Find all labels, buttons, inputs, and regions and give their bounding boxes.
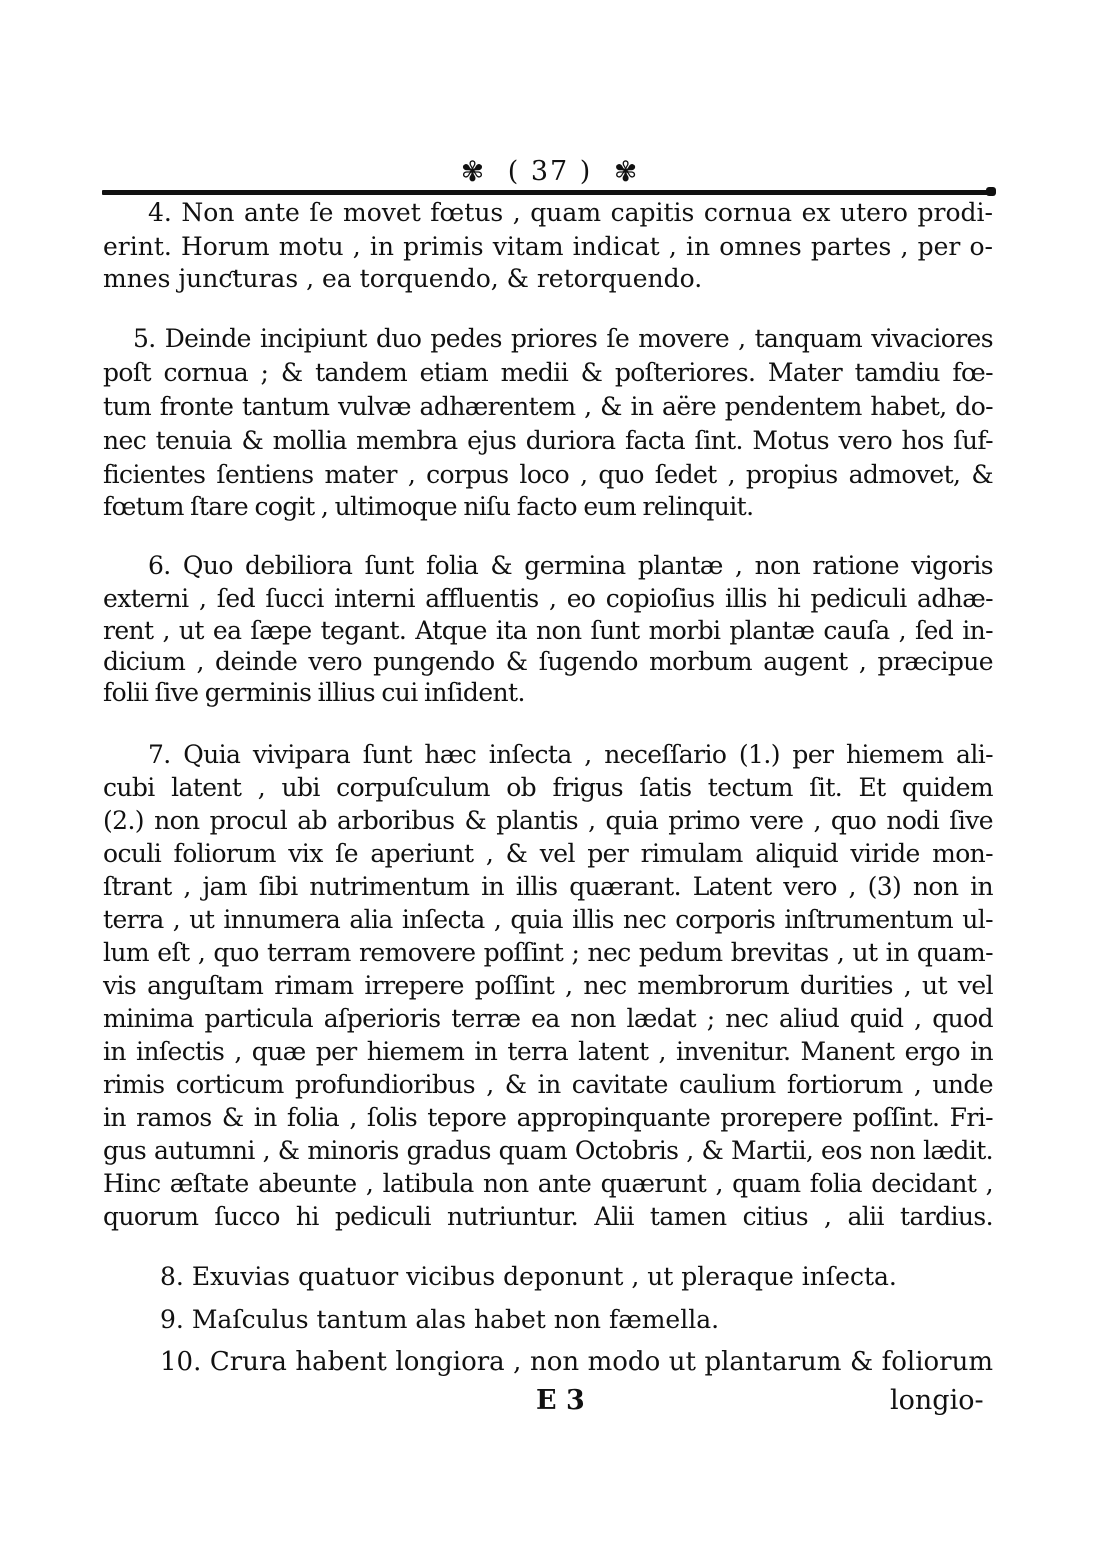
text-line: gus autumni , & minoris gradus quam Octobris , & Martii, eos non lædit. [103,1136,993,1165]
text-line: poſt cornua ; & tandem etiam medii & poſteriores. Mater tamdiu fœ- [103,358,993,387]
text-line: in ramos & in folia , ſolis tepore appropinquante prorepere poſſint. Fri- [103,1103,993,1132]
line-text: Maſculus tantum alas habet non fæmella. [191,1305,720,1334]
page-number: ( 37 ) [507,155,593,187]
text-line: ficientes ſentiens mater , corpus loco , quo ſedet , propius admovet, & [103,460,993,489]
text-line: quorum ſucco hi pediculi nutriuntur. Alii tamen citius , alii tardius. [103,1202,993,1231]
paragraph-number: 10. [160,1347,202,1377]
paragraph-9 [160,1303,993,1337]
line-text: Crura habent longiora , non modo ut plantarum & foliorum [209,1347,994,1377]
paragraph-number: 4. [148,198,172,227]
text-line: dicium , deinde vero pungendo & ſugendo morbum augent , præcipue [103,647,993,676]
paragraph-number: 9. [160,1305,184,1334]
text-line: (2.) non procul ab arboribus & plantis , quia primo vere , quo nodi ſive [103,806,993,835]
text-line: erint. Horum motu , in primis vitam indicat , in omnes partes , per o- [103,232,993,261]
paragraph-number: 5. [133,324,156,353]
text-line: lum eſt , quo terram removere poſſint ; nec pedum brevitas , ut in quam- [103,938,993,967]
fleuron-left-icon: ✾ [460,154,487,188]
paragraph-8 [160,1260,993,1294]
text-line: rent , ut ea ſæpe tegant. Atque ita non ſunt morbi plantæ cauſa , ſed in- [103,616,993,645]
text-line: fœtum ſtare cogit , ultimoque niſu facto eum relinquit. [103,492,754,521]
line-text: Deinde incipiunt duo pedes priores ſe movere , tanquam vivaciores [164,324,993,353]
text-line: in inſectis , quæ per hiemem in terra latent , invenitur. Manent ergo in [103,1037,993,1066]
text-line: vis anguſtam rimam irrepere poſſint , nec membrorum durities , ut vel [103,971,993,1000]
text-line [148,549,993,583]
text-line: terra , ut innumera alia inſecta , quia illis nec corporis inſtrumentum ul- [103,905,993,934]
text-line: cubi latent , ubi corpuſculum ob frigus ſatis tectum ſit. Et quidem [103,773,993,802]
text-line: mnes junƈturas , ea torquendo, & retorquendo. [103,264,703,293]
text-line: folii ſive germinis illius cui inſident. [103,678,525,707]
text-line [148,196,993,230]
signature-mark: E 3 [536,1385,585,1416]
catchword: longio- [890,1385,984,1416]
text-line: ſtrant , jam ſibi nutrimentum in illis quærant. Latent vero , (3) non in [103,872,993,901]
paragraph-number: 6. [148,551,171,580]
line-text: Non ante ſe movet fœtus , quam capitis cornua ex utero prodi- [181,198,993,227]
text-line [133,322,993,356]
running-head [0,152,1100,192]
paragraph-number: 8. [160,1262,184,1291]
line-text: Exuvias quatuor vicibus deponunt , ut pleraque inſecta. [191,1262,897,1291]
line-text: Quo debiliora ſunt folia & germina plantæ , non ratione vigoris [182,551,993,580]
text-line: externi , ſed ſucci interni affluentis , eo copioſius illis hi pediculi adhæ- [103,584,993,613]
header-rule [102,190,992,195]
text-line [148,738,993,772]
text-line: Hinc æſtate abeunte , latibula non ante quærunt , quam folia decidant , [103,1169,993,1198]
text-line: tum fronte tantum vulvæ adhærentem , & in aëre pendentem habet, do- [103,392,993,421]
text-line: rimis corticum profundioribus , & in cavitate caulium fortiorum , unde [103,1070,993,1099]
text-line: minima particula aſperioris terræ ea non lædat ; nec aliud quid , quod [103,1004,993,1033]
text-line: nec tenuia & mollia membra ejus duriora facta ſint. Motus vero hos ſuf- [103,426,993,455]
line-text: Quia vivipara ſunt hæc inſecta , neceſſario (1.) per hiemem ali- [183,740,993,769]
paragraph-10 [160,1345,993,1379]
paragraph-number: 7. [148,740,171,769]
text-line: oculi foliorum vix ſe aperiunt , & vel per rimulam aliquid viride mon- [103,839,993,868]
fleuron-right-icon: ✾ [613,154,640,188]
